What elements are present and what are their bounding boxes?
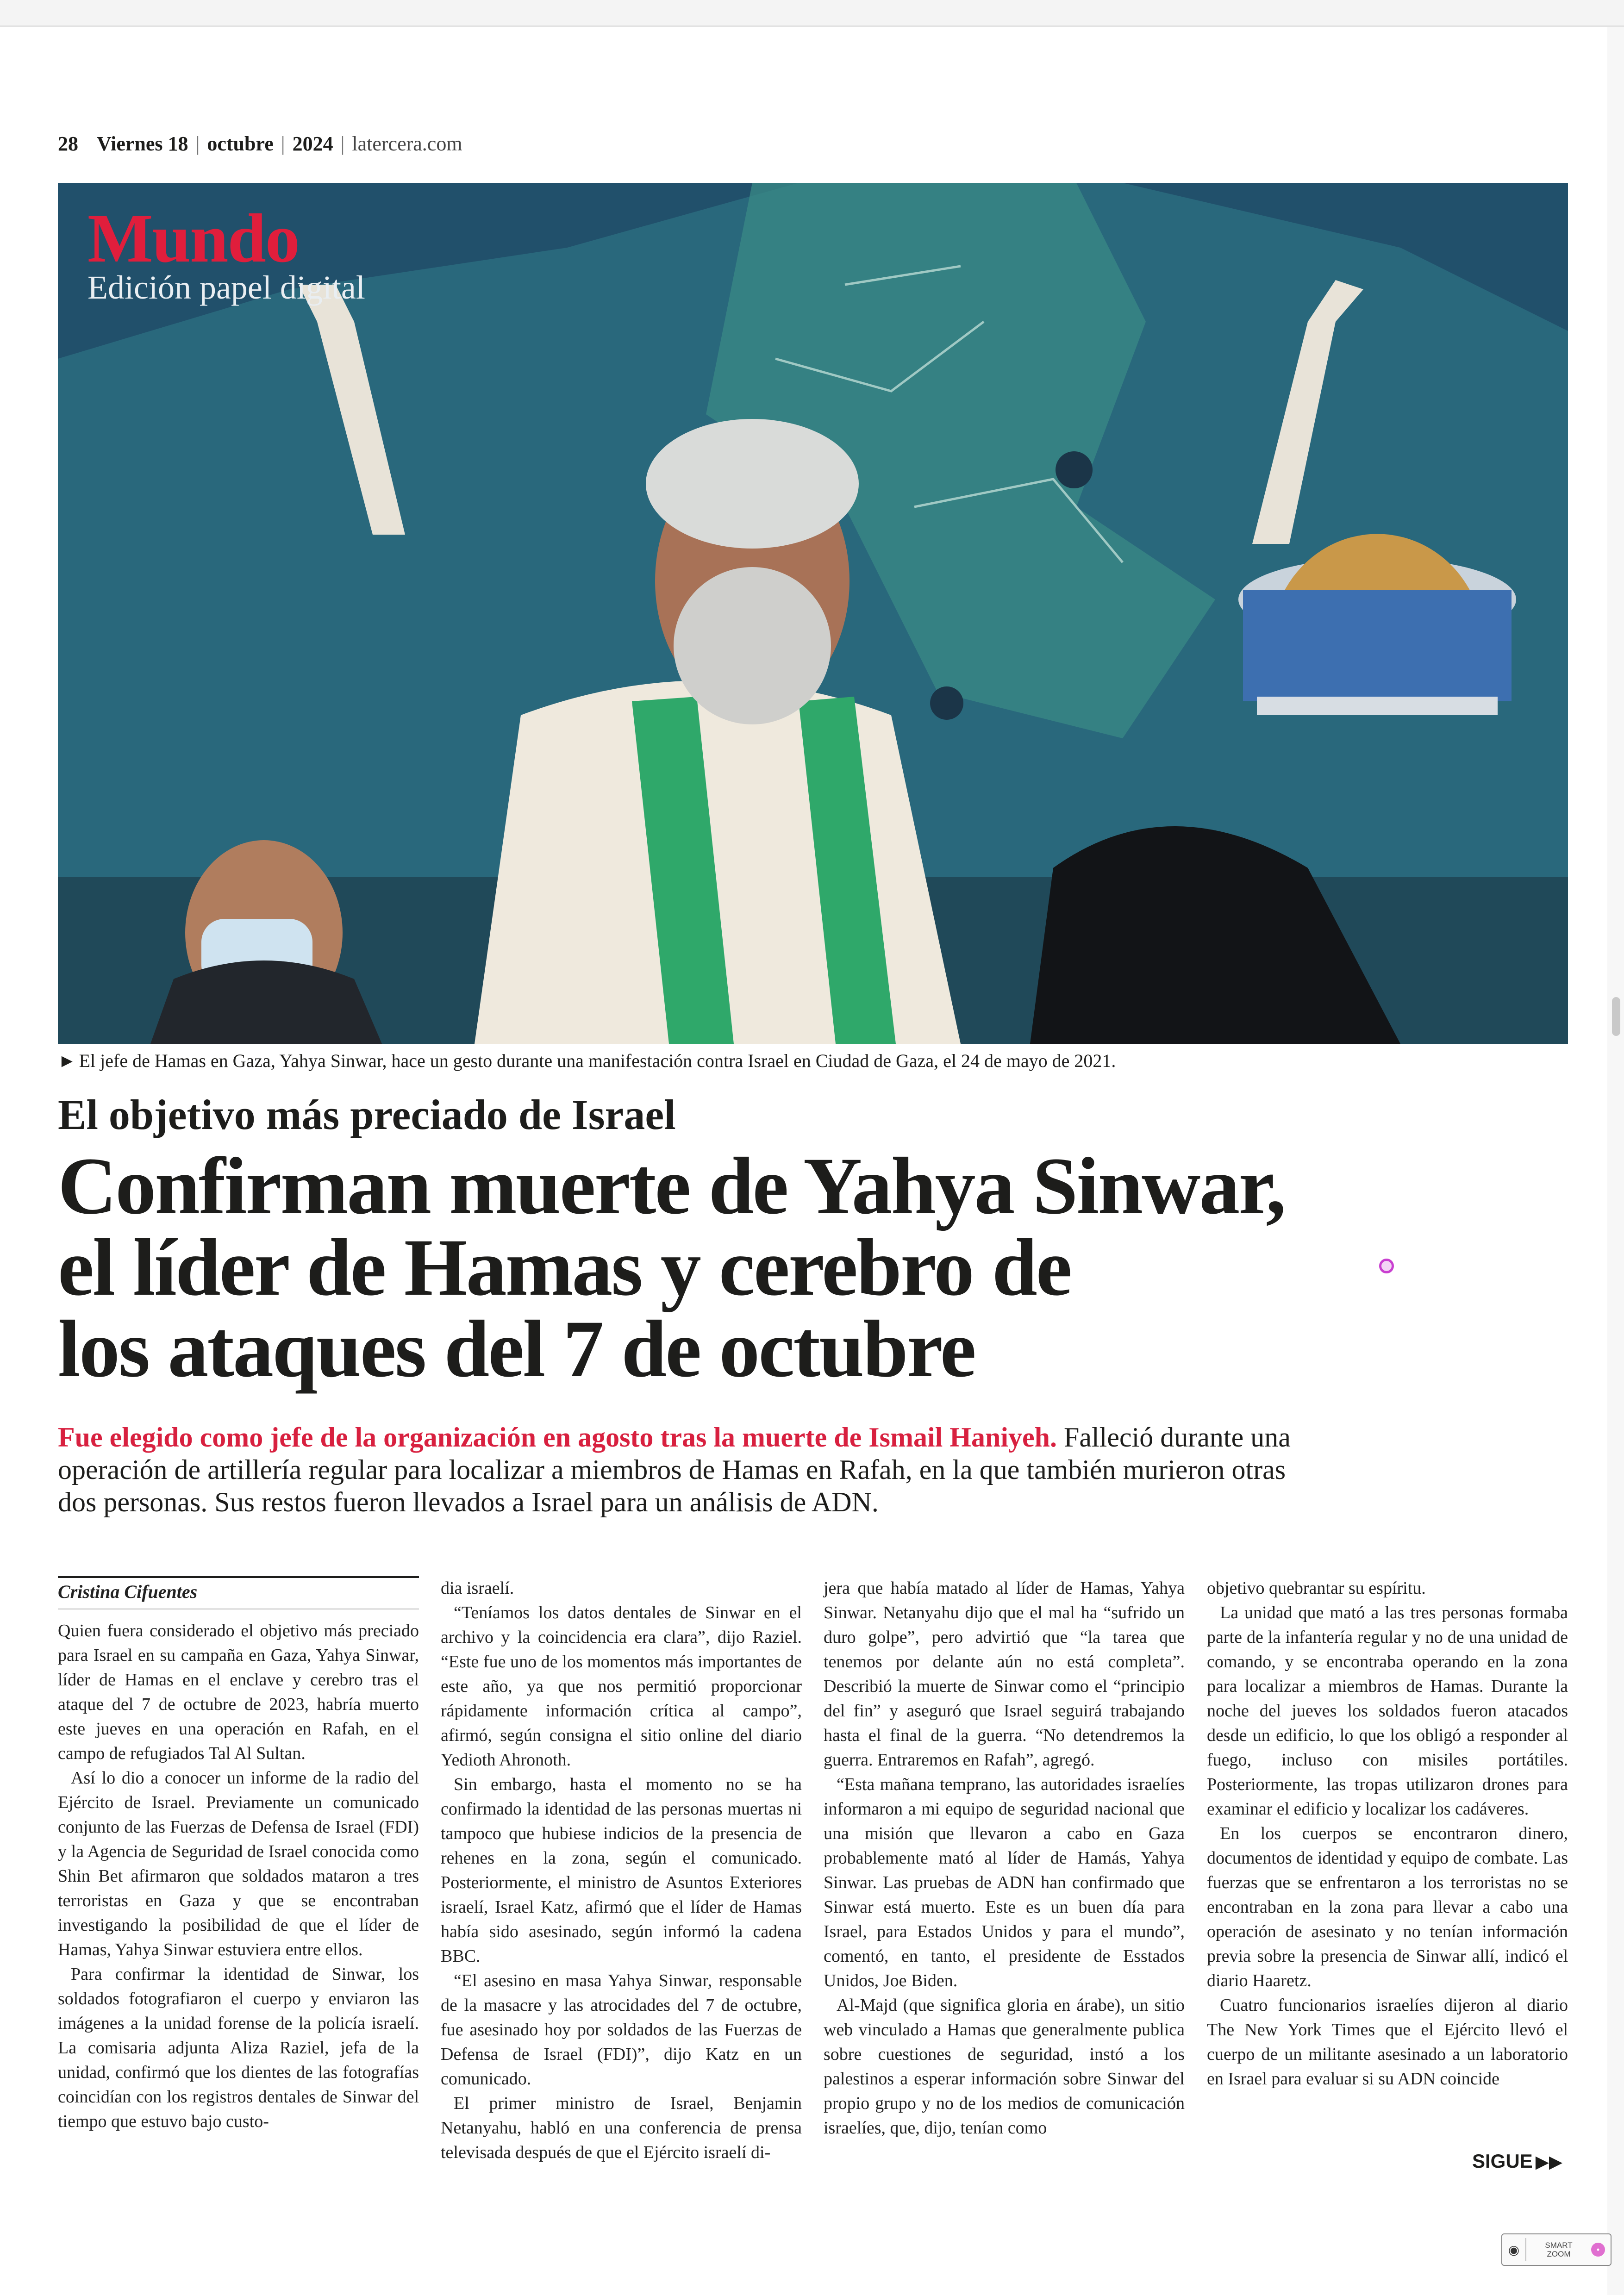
body-paragraph: Al-Majd (que significa gloria en árabe), un sitio web vinculado a Hamas que generalmente publica sobre cuestiones de seguridad, instó a los palestinos a esperar información sobre Sinwar del propio grupo y no de los medios de comunicación israelíes, que, dijo, tenían como — [824, 1996, 1185, 2138]
body-paragraph: Quien fuera considerado el objetivo más preciado para Israel en su campaña en Gaza, Yahya Sinwar, líder de Hamas en el enclave y cerebro tras el ataque del 7 de octubre de 2023, habría muerto este jueves en una operación en Rafah, en el campo de refugiados Tal Al Sultan. — [58, 1621, 419, 1763]
header-separator: | — [195, 132, 200, 155]
header-site: latercera.com — [352, 132, 462, 155]
page-number: 28 — [58, 132, 78, 155]
smart-zoom-line: ZOOM — [1547, 2250, 1571, 2258]
body-paragraph: “Teníamos los datos dentales de Sinwar en el archivo y la coincidencia era clara”, dijo Raziel. “Este fue uno de los momentos más importantes de este año, ya que nos permitió proporcionar rápidamente información crítica al campo”, afirmó, según consigna el sitio online del diario Yedioth Ahronoth. — [441, 1603, 802, 1770]
body-paragraph: jera que había matado al líder de Hamas, Yahya Sinwar. Netanyahu dijo que el mal ha “sufrido un duro golpe”, pero advirtió que “la tarea que tenemos por delante aún no está completa”. Describió la muerte de Sinwar como el “principio del fin” y aseguró que Israel seguirá trabajando hasta el final de la guerra. “No detendremos la guerra. Entraremos en Rafah”, agregó. — [824, 1578, 1185, 1770]
body-paragraph: “Esta mañana temprano, las autoridades israelíes informaron a mi equipo de seguridad nacional que una misión que llevaron a cabo en Gaza probablemente mató al líder de Hamás, Yahya Sinwar. Las pruebas de ADN han confirmado que Sinwar está muerto. Este es un buen día para Israel, para Estados Unidos y para el mundo”, comentó, en tanto, el presidente de Esstados Unidos, Joe Biden. — [824, 1775, 1185, 1990]
body-column-2 — [441, 1576, 802, 2162]
headline-line: los ataques del 7 de octubre — [58, 1304, 975, 1394]
smart-zoom-button[interactable] — [1501, 2233, 1612, 2266]
eye-icon: ◉ — [1508, 2242, 1520, 2257]
caption-text: El jefe de Hamas en Gaza, Yahya Sinwar, hace un gesto durante una manifestación contra Israel en Ciudad de Gaza, el 24 de mayo de 2021. — [79, 1050, 1116, 1071]
smart-zoom-line: SMART — [1545, 2241, 1573, 2250]
body-paragraph: Sin embargo, hasta el momento no se ha confirmado la identidad de las personas muertas ni tampoco que hubiese indicios de la presencia de rehenes en la zona, según el comunicado. Posteriormente, el ministro de Asuntos Exteriores israelí, Israel Katz, afirmó que el líder de Hamas había sido asesinado, según informó la cadena BBC. — [441, 1775, 802, 1966]
body-paragraph: El primer ministro de Israel, Benjamin Netanyahu, habló en una conferencia de prensa televisada después de que el Ejército israelí di- — [441, 2094, 802, 2162]
caption-marker-icon: ► — [58, 1050, 76, 1071]
body-column-1 — [58, 1576, 419, 2145]
header-separator: | — [340, 132, 345, 155]
continue-label: SIGUE — [1472, 2150, 1533, 2172]
article-kicker: El objetivo más preciado de Israel — [58, 1091, 676, 1138]
viewer-top-bar — [0, 0, 1624, 27]
lead-photo-illustration — [58, 183, 1568, 1044]
body-column-4 — [1207, 1576, 1568, 2145]
body-paragraph: Así lo dio a conocer un informe de la radio del Ejército de Israel. Previamente un comunicado conjunto de las Fuerzas de Defensa de Israel (FDI) y la Agencia de Seguridad de Israel conocida como Shin Bet afirmaron que soldados mataron a tres terroristas en Gaza y que se encontraban investigando la posibilidad de que el líder de Hamas, Yahya Sinwar estuviera entre ellos. — [58, 1768, 419, 1959]
page-header — [58, 125, 462, 162]
scrollbar-thumb[interactable] — [1612, 997, 1620, 1036]
lead-text: Falleció durante una operación de artillería regular para localizar a miembros de Hamas en Rafah, en la que también murieron otras dos personas. Sus restos fueron llevados a Israel para un análisis de ADN. — [58, 1422, 1291, 1517]
header-year: 2024 — [292, 132, 333, 155]
body-paragraph: La unidad que mató a las tres personas formaba parte de la infantería regular y no de una unidad de comando, y se encontraba operando en la zona para localizar a miembros de Hamas. Durante la noche del jueves los soldados fueron atacados desde un edificio, lo que los obligó a responder al fuego, incluso con misiles portátiles. Posteriormente, las tropas utilizaron drones para examinar el edificio y localizar los cadáveres. — [1207, 1603, 1568, 1819]
byline: Cristina Cifuentes — [58, 1576, 419, 1609]
viewer-scrollbar[interactable] — [1607, 27, 1624, 2295]
continue-link[interactable] — [1472, 2150, 1562, 2172]
photo-caption — [58, 1050, 1568, 1072]
article-lead — [58, 1421, 1308, 1518]
body-paragraph: dia israelí. — [441, 1578, 514, 1598]
smart-zoom-badge-icon: • — [1591, 2243, 1605, 2257]
article-headline — [58, 1141, 1447, 1394]
headline-line: Confirman muerte de Yahya Sinwar, — [58, 1141, 1285, 1231]
section-sublabel: Edición papel digital — [87, 269, 365, 306]
section-label: Mundo — [87, 200, 299, 277]
body-paragraph: En los cuerpos se encontraron dinero, documentos de identidad y equipo de combate. Las fuerzas que se enfrentaron a los terroristas no se encontraban en la zona para llevar a cabo una operación de asesinato y no tenían información previa sobre la presencia de Sinwar allí, indicó el diario Haaretz. — [1207, 1824, 1568, 1990]
body-paragraph: “El asesino en masa Yahya Sinwar, responsable de la masacre y las atrocidades del 7 de octubre, fue asesinado hoy por soldados de las Fuerzas de Defensa de Israel (FDI)”, dijo Katz en un comunicado. — [441, 1971, 802, 2089]
header-date: Viernes 18 — [97, 132, 188, 155]
header-month: octubre — [207, 132, 274, 155]
lead-highlight: Fue elegido como jefe de la organización en agosto tras la muerte de Ismail Haniyeh. — [58, 1422, 1057, 1453]
lead-photo — [58, 183, 1568, 1044]
body-column-3 — [824, 1576, 1185, 2145]
body-paragraph: Para confirmar la identidad de Sinwar, los soldados fotografiaron el cuerpo y enviaron las imágenes a la unidad forense de la policía israelí. La comisaria adjunta Aliza Raziel, jefa de la unidad, confirmó que los dientes de las fotografías coincidían con los registros dentales de Sinwar del tiempo que estuvo bajo custo- — [58, 1964, 419, 2131]
smart-zoom-marker-icon[interactable] — [1379, 1259, 1394, 1273]
body-paragraph: objetivo quebrantar su espíritu. — [1207, 1578, 1426, 1598]
header-separator: | — [281, 132, 285, 155]
smart-zoom-label — [1526, 2241, 1591, 2258]
headline-line: el líder de Hamas y cerebro de — [58, 1222, 1071, 1313]
body-paragraph: Cuatro funcionarios israelíes dijeron al diario The New York Times que el Ejército llevó el cuerpo de un militante asesinado a un laboratorio en Israel para evaluar si su ADN coincide — [1207, 1996, 1568, 2089]
continue-arrows-icon: ▶▶ — [1535, 2152, 1563, 2172]
